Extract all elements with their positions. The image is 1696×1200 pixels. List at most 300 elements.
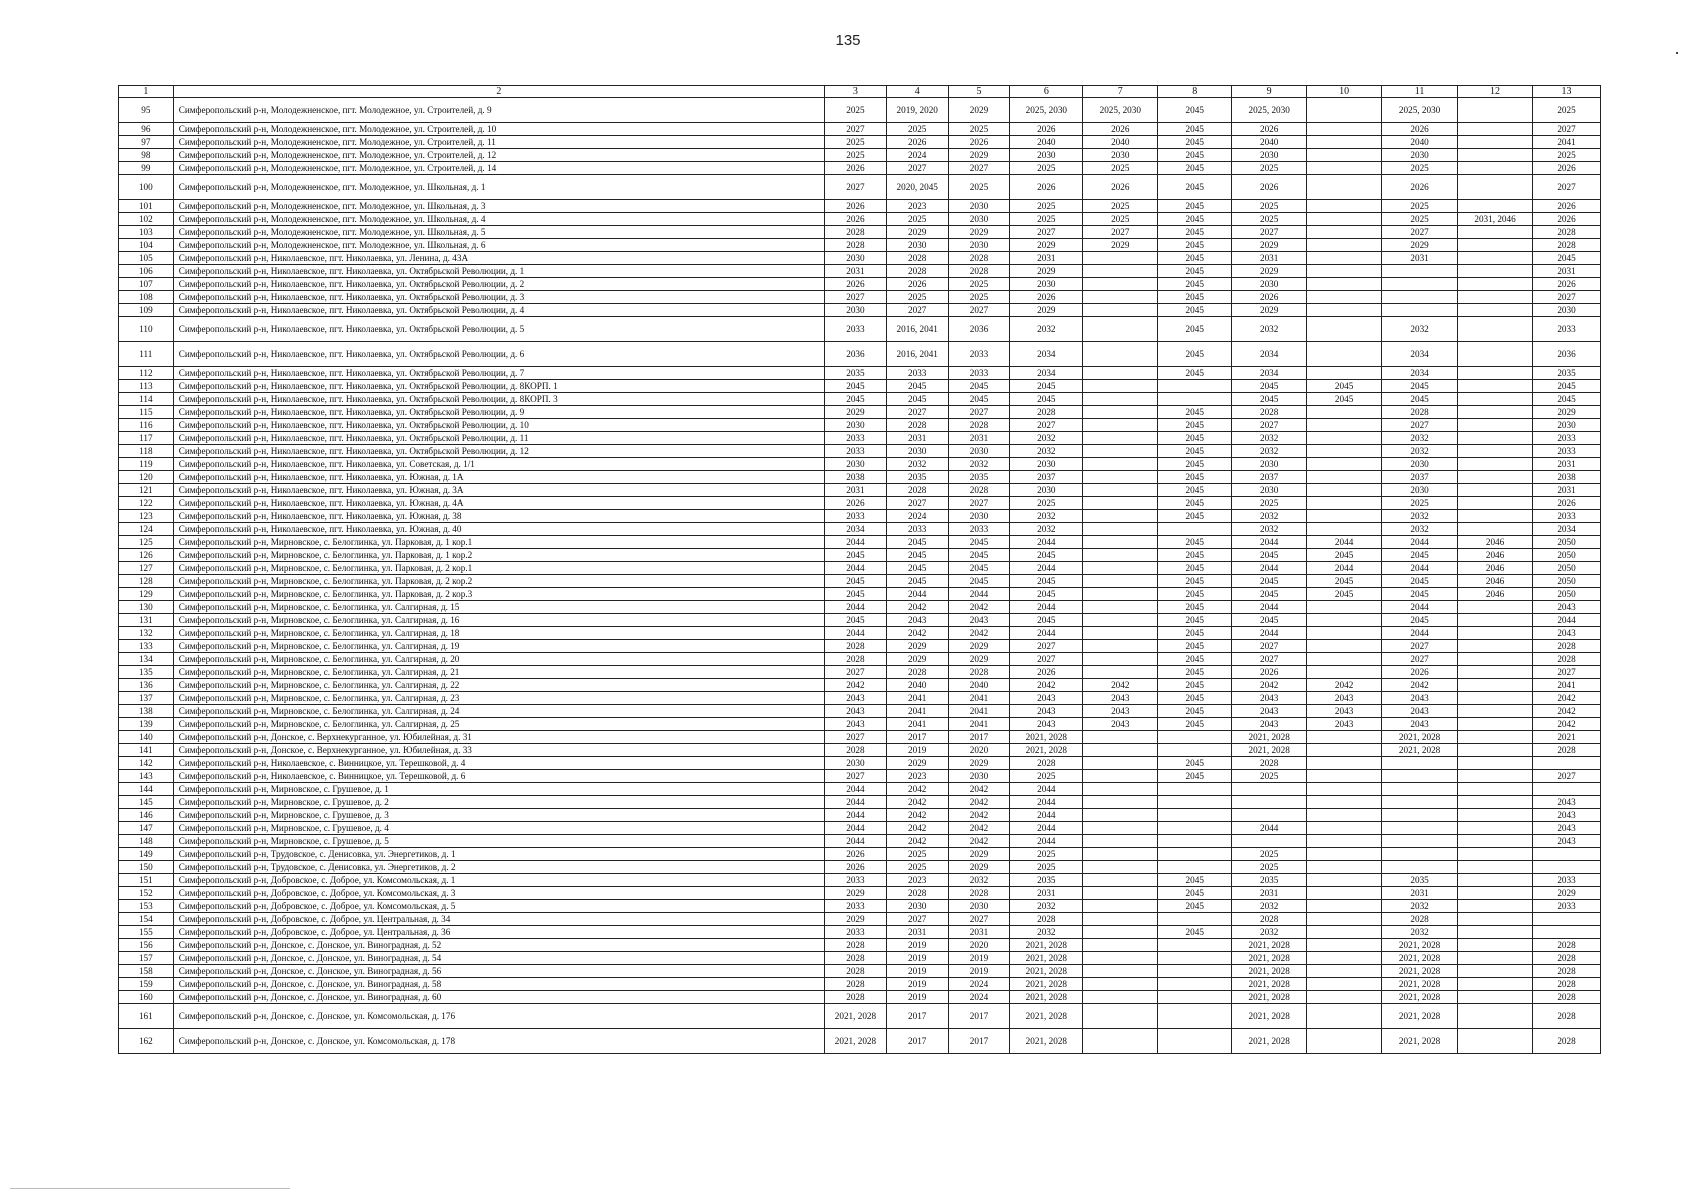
row-number: 97	[119, 136, 174, 149]
column-header: 3	[825, 86, 887, 98]
year-cell: 2026	[1232, 175, 1307, 200]
year-cell: 2026	[825, 162, 887, 175]
year-cell	[1232, 809, 1307, 822]
year-cell	[1083, 848, 1158, 861]
year-cell: 2041	[1533, 679, 1601, 692]
year-cell: 2021, 2028	[1010, 965, 1083, 978]
year-cell: 2042	[1083, 679, 1158, 692]
row-number: 146	[119, 809, 174, 822]
year-cell: 2029	[825, 887, 887, 900]
year-cell: 2021, 2028	[1010, 1029, 1083, 1054]
year-cell: 2028	[1533, 744, 1601, 757]
year-cell: 2029	[1533, 406, 1601, 419]
year-cell: 2050	[1533, 575, 1601, 588]
table-row	[119, 757, 1601, 770]
year-cell	[1307, 200, 1382, 213]
year-cell: 2043	[1232, 705, 1307, 718]
table-row	[119, 200, 1601, 213]
table-row	[119, 149, 1601, 162]
year-cell: 2031	[948, 926, 1010, 939]
year-cell: 2025	[886, 848, 948, 861]
year-cell: 2043	[1232, 718, 1307, 731]
year-cell: 2028	[1232, 913, 1307, 926]
year-cell	[1083, 291, 1158, 304]
year-cell	[1458, 419, 1533, 432]
year-cell: 2045	[1158, 653, 1232, 666]
row-number: 110	[119, 317, 174, 342]
year-cell: 2045	[1158, 510, 1232, 523]
year-cell: 2025	[1232, 861, 1307, 874]
address-cell: Симферопольский р-н, Молодежненское, пгт. Молодежное, ул. Школьная, д. 6	[173, 239, 824, 252]
year-cell: 2043	[1533, 601, 1601, 614]
year-cell: 2031	[825, 265, 887, 278]
year-cell: 2043	[1083, 692, 1158, 705]
year-cell: 2046	[1458, 536, 1533, 549]
row-number: 125	[119, 536, 174, 549]
year-cell	[1307, 445, 1382, 458]
year-cell: 2032	[1232, 432, 1307, 445]
table-row	[119, 939, 1601, 952]
row-number: 115	[119, 406, 174, 419]
year-cell: 2032	[1232, 510, 1307, 523]
year-cell: 2027	[948, 162, 1010, 175]
year-cell	[1458, 614, 1533, 627]
year-cell: 2033	[1533, 874, 1601, 887]
year-cell: 2033	[948, 523, 1010, 536]
year-cell: 2027	[886, 497, 948, 510]
year-cell: 2045	[1232, 393, 1307, 406]
year-cell: 2045	[1158, 226, 1232, 239]
table-row	[119, 666, 1601, 679]
year-cell: 2032	[1010, 510, 1083, 523]
year-cell: 2021, 2028	[1382, 731, 1458, 744]
year-cell: 2043	[1083, 718, 1158, 731]
table-row	[119, 952, 1601, 965]
year-cell: 2030	[825, 458, 887, 471]
year-cell: 2044	[1010, 796, 1083, 809]
year-cell: 2045	[1010, 380, 1083, 393]
year-cell: 2028	[825, 653, 887, 666]
year-cell: 2045	[1158, 679, 1232, 692]
year-cell	[1158, 939, 1232, 952]
table-row	[119, 406, 1601, 419]
table-row	[119, 861, 1601, 874]
year-cell: 2045	[1158, 419, 1232, 432]
address-cell: Симферопольский р-н, Мирновское, с. Грушевое, д. 3	[173, 809, 824, 822]
address-cell: Симферопольский р-н, Молодежненское, пгт. Молодежное, ул. Школьная, д. 3	[173, 200, 824, 213]
table-row	[119, 213, 1601, 226]
column-header: 12	[1458, 86, 1533, 98]
year-cell	[1083, 562, 1158, 575]
year-cell	[1307, 304, 1382, 317]
row-number: 140	[119, 731, 174, 744]
year-cell: 2033	[886, 523, 948, 536]
year-cell: 2042	[886, 809, 948, 822]
year-cell	[1158, 965, 1232, 978]
year-cell	[1458, 523, 1533, 536]
row-number: 116	[119, 419, 174, 432]
row-number: 123	[119, 510, 174, 523]
table-row	[119, 523, 1601, 536]
year-cell: 2042	[948, 822, 1010, 835]
year-cell: 2031	[886, 432, 948, 445]
year-cell	[1083, 627, 1158, 640]
year-cell: 2033	[1533, 900, 1601, 913]
year-cell: 2043	[1382, 692, 1458, 705]
year-cell: 2025	[886, 291, 948, 304]
year-cell: 2025	[886, 861, 948, 874]
year-cell	[1458, 835, 1533, 848]
year-cell: 2030	[948, 213, 1010, 226]
address-cell: Симферопольский р-н, Николаевское, пгт. Николаевка, ул. Октябрьской Революции, д. 4	[173, 304, 824, 317]
year-cell: 2043	[1533, 627, 1601, 640]
year-cell: 2045	[1382, 549, 1458, 562]
year-cell	[1307, 149, 1382, 162]
column-header: 11	[1382, 86, 1458, 98]
year-cell: 2026	[1533, 162, 1601, 175]
year-cell	[1083, 510, 1158, 523]
year-cell: 2023	[886, 200, 948, 213]
year-cell: 2027	[1010, 640, 1083, 653]
year-cell: 2026	[825, 861, 887, 874]
year-cell: 2021, 2028	[825, 1029, 887, 1054]
year-cell: 2029	[886, 653, 948, 666]
year-cell: 2042	[948, 783, 1010, 796]
year-cell: 2044	[1232, 562, 1307, 575]
year-cell: 2045	[1158, 317, 1232, 342]
year-cell: 2045	[1307, 393, 1382, 406]
year-cell: 2016, 2041	[886, 342, 948, 367]
year-cell: 2026	[1533, 278, 1601, 291]
table-row	[119, 822, 1601, 835]
year-cell	[1533, 757, 1601, 770]
address-cell: Симферопольский р-н, Донское, с. Донское, ул. Виноградная, д. 60	[173, 991, 824, 1004]
row-number: 129	[119, 588, 174, 601]
year-cell: 2030	[948, 510, 1010, 523]
year-cell: 2031	[1533, 484, 1601, 497]
year-cell: 2036	[948, 317, 1010, 342]
year-cell: 2045	[1158, 406, 1232, 419]
table-row	[119, 304, 1601, 317]
address-cell: Симферопольский р-н, Трудовское, с. Денисовка, ул. Энергетиков, д. 2	[173, 861, 824, 874]
year-cell	[1307, 317, 1382, 342]
year-cell	[1307, 291, 1382, 304]
address-cell: Симферопольский р-н, Николаевское, пгт. Николаевка, ул. Октябрьской Революции, д. 8КОРП. 1	[173, 380, 824, 393]
year-cell	[1158, 731, 1232, 744]
address-cell: Симферопольский р-н, Николаевское, пгт. Николаевка, ул. Южная, д. 4А	[173, 497, 824, 510]
year-cell: 2045	[1158, 342, 1232, 367]
year-cell: 2044	[825, 822, 887, 835]
year-cell: 2025	[1533, 98, 1601, 123]
row-number: 106	[119, 265, 174, 278]
year-cell: 2042	[886, 627, 948, 640]
year-cell	[1083, 666, 1158, 679]
year-cell: 2042	[1533, 692, 1601, 705]
year-cell: 2040	[1382, 136, 1458, 149]
year-cell: 2045	[1158, 304, 1232, 317]
address-cell: Симферопольский р-н, Николаевское, пгт. Николаевка, ул. Советская, д. 1/1	[173, 458, 824, 471]
year-cell: 2043	[825, 692, 887, 705]
table-row	[119, 640, 1601, 653]
year-cell	[1458, 367, 1533, 380]
address-cell: Симферопольский р-н, Донское, с. Донское, ул. Виноградная, д. 54	[173, 952, 824, 965]
table-row	[119, 419, 1601, 432]
year-cell: 2045	[825, 588, 887, 601]
year-cell: 2032	[1232, 926, 1307, 939]
year-cell	[1458, 913, 1533, 926]
year-cell: 2044	[1232, 601, 1307, 614]
row-number: 144	[119, 783, 174, 796]
year-cell: 2023	[886, 770, 948, 783]
year-cell	[1533, 913, 1601, 926]
year-cell: 2028	[825, 744, 887, 757]
year-cell: 2030	[1010, 149, 1083, 162]
year-cell: 2031, 2046	[1458, 213, 1533, 226]
year-cell: 2043	[1533, 796, 1601, 809]
year-cell: 2030	[948, 239, 1010, 252]
year-cell: 2044	[825, 627, 887, 640]
table-row	[119, 744, 1601, 757]
year-cell	[1458, 809, 1533, 822]
year-cell: 2044	[1307, 536, 1382, 549]
year-cell: 2045	[948, 536, 1010, 549]
year-cell	[1158, 991, 1232, 1004]
year-cell: 2044	[886, 588, 948, 601]
year-cell	[1083, 965, 1158, 978]
year-cell: 2040	[886, 679, 948, 692]
column-header: 5	[948, 86, 1010, 98]
table-row	[119, 796, 1601, 809]
year-cell: 2025	[1533, 149, 1601, 162]
year-cell: 2027	[1382, 640, 1458, 653]
year-cell: 2033	[1533, 510, 1601, 523]
year-cell	[1458, 952, 1533, 965]
year-cell	[1307, 744, 1382, 757]
year-cell: 2026	[825, 213, 887, 226]
year-cell: 2030	[886, 900, 948, 913]
row-number: 118	[119, 445, 174, 458]
year-cell	[1307, 796, 1382, 809]
year-cell: 2043	[1382, 705, 1458, 718]
year-cell	[1307, 757, 1382, 770]
address-cell: Симферопольский р-н, Мирновское, с. Грушевое, д. 2	[173, 796, 824, 809]
year-cell: 2045	[1158, 666, 1232, 679]
year-cell: 2041	[1533, 136, 1601, 149]
year-cell	[1307, 900, 1382, 913]
year-cell	[1458, 718, 1533, 731]
table-row	[119, 718, 1601, 731]
year-cell	[1382, 861, 1458, 874]
row-number: 133	[119, 640, 174, 653]
year-cell: 2045	[1158, 900, 1232, 913]
address-cell: Симферопольский р-н, Мирновское, с. Белоглинка, ул. Салгирная, д. 21	[173, 666, 824, 679]
year-cell: 2030	[948, 770, 1010, 783]
year-cell	[1458, 200, 1533, 213]
table-row	[119, 653, 1601, 666]
year-cell	[1083, 1004, 1158, 1029]
year-cell: 2050	[1533, 562, 1601, 575]
year-cell: 2017	[948, 731, 1010, 744]
year-cell: 2045	[1158, 614, 1232, 627]
address-cell: Симферопольский р-н, Николаевское, пгт. Николаевка, ул. Октябрьской Революции, д. 1	[173, 265, 824, 278]
year-cell: 2032	[1232, 317, 1307, 342]
year-cell: 2025	[1010, 162, 1083, 175]
column-header: 7	[1083, 86, 1158, 98]
year-cell	[1307, 939, 1382, 952]
year-cell: 2016, 2041	[886, 317, 948, 342]
year-cell	[1533, 848, 1601, 861]
year-cell: 2029	[948, 653, 1010, 666]
address-cell: Симферопольский р-н, Трудовское, с. Денисовка, ул. Энергетиков, д. 1	[173, 848, 824, 861]
year-cell: 2043	[948, 614, 1010, 627]
address-cell: Симферопольский р-н, Мирновское, с. Белоглинка, ул. Салгирная, д. 16	[173, 614, 824, 627]
address-cell: Симферопольский р-н, Молодежненское, пгт. Молодежное, ул. Строителей, д. 12	[173, 149, 824, 162]
year-cell: 2025	[948, 123, 1010, 136]
year-cell: 2028	[825, 640, 887, 653]
row-number: 131	[119, 614, 174, 627]
year-cell	[1307, 510, 1382, 523]
year-cell: 2045	[1232, 549, 1307, 562]
table-row	[119, 1004, 1601, 1029]
year-cell: 2026	[825, 497, 887, 510]
year-cell: 2025	[1010, 848, 1083, 861]
year-cell: 2021, 2028	[1382, 1004, 1458, 1029]
row-number: 122	[119, 497, 174, 510]
year-cell: 2027	[1533, 123, 1601, 136]
year-cell: 2046	[1458, 588, 1533, 601]
year-cell: 2027	[825, 666, 887, 679]
year-cell: 2029	[886, 226, 948, 239]
table-row	[119, 692, 1601, 705]
year-cell: 2035	[1232, 874, 1307, 887]
year-cell: 2028	[825, 965, 887, 978]
address-cell: Симферопольский р-н, Мирновское, с. Белоглинка, ул. Салгирная, д. 24	[173, 705, 824, 718]
year-cell: 2029	[1533, 887, 1601, 900]
year-cell: 2028	[825, 952, 887, 965]
address-cell: Симферопольский р-н, Молодежненское, пгт. Молодежное, ул. Строителей, д. 9	[173, 98, 824, 123]
year-cell: 2025	[1083, 213, 1158, 226]
year-cell: 2027	[1232, 226, 1307, 239]
year-cell: 2028	[1232, 406, 1307, 419]
year-cell: 2026	[886, 136, 948, 149]
year-cell: 2029	[1010, 304, 1083, 317]
year-cell	[1307, 162, 1382, 175]
year-cell: 2045	[886, 549, 948, 562]
year-cell: 2026	[1083, 123, 1158, 136]
year-cell: 2033	[1533, 432, 1601, 445]
year-cell	[1307, 991, 1382, 1004]
year-cell: 2033	[825, 317, 887, 342]
year-cell: 2025	[825, 98, 887, 123]
year-cell	[1458, 291, 1533, 304]
year-cell	[1458, 874, 1533, 887]
year-cell: 2045	[1307, 549, 1382, 562]
year-cell: 2045	[1158, 458, 1232, 471]
year-cell	[1458, 471, 1533, 484]
year-cell: 2041	[886, 692, 948, 705]
address-cell: Симферопольский р-н, Донское, с. Донское, ул. Виноградная, д. 56	[173, 965, 824, 978]
table-row	[119, 471, 1601, 484]
year-cell: 2021, 2028	[1382, 939, 1458, 952]
year-cell	[1083, 991, 1158, 1004]
year-cell: 2025	[1382, 162, 1458, 175]
year-cell	[1458, 342, 1533, 367]
year-cell	[1307, 239, 1382, 252]
address-cell: Симферопольский р-н, Николаевское, пгт. Николаевка, ул. Октябрьской Революции, д. 6	[173, 342, 824, 367]
year-cell: 2030	[825, 252, 887, 265]
year-cell	[1083, 939, 1158, 952]
year-cell: 2021, 2028	[1232, 965, 1307, 978]
year-cell: 2027	[1533, 666, 1601, 679]
year-cell: 2042	[1382, 679, 1458, 692]
year-cell	[1307, 653, 1382, 666]
year-cell: 2032	[1010, 432, 1083, 445]
year-cell: 2042	[1533, 705, 1601, 718]
year-cell: 2045	[1382, 614, 1458, 627]
year-cell: 2033	[886, 367, 948, 380]
year-cell: 2045	[1158, 278, 1232, 291]
year-cell: 2026	[1533, 200, 1601, 213]
year-cell: 2025	[1010, 861, 1083, 874]
year-cell	[1458, 939, 1533, 952]
year-cell	[1458, 848, 1533, 861]
year-cell	[1307, 952, 1382, 965]
year-cell: 2021, 2028	[1382, 1029, 1458, 1054]
year-cell	[1083, 497, 1158, 510]
year-cell	[1458, 926, 1533, 939]
year-cell: 2045	[1158, 291, 1232, 304]
row-number: 102	[119, 213, 174, 226]
year-cell: 2045	[1010, 614, 1083, 627]
year-cell: 2045	[1533, 252, 1601, 265]
year-cell: 2032	[1382, 317, 1458, 342]
row-number: 108	[119, 291, 174, 304]
year-cell: 2027	[886, 913, 948, 926]
year-cell: 2045	[1158, 252, 1232, 265]
table-row	[119, 278, 1601, 291]
year-cell: 2030	[1382, 484, 1458, 497]
year-cell: 2029	[1010, 265, 1083, 278]
year-cell: 2044	[1533, 614, 1601, 627]
year-cell: 2027	[948, 304, 1010, 317]
year-cell: 2045	[1158, 471, 1232, 484]
year-cell: 2045	[1533, 393, 1601, 406]
year-cell: 2045	[1158, 588, 1232, 601]
year-cell: 2025	[1382, 200, 1458, 213]
year-cell	[1307, 175, 1382, 200]
year-cell	[1083, 523, 1158, 536]
row-number: 157	[119, 952, 174, 965]
table-row	[119, 432, 1601, 445]
year-cell: 2044	[825, 835, 887, 848]
year-cell: 2042	[948, 809, 1010, 822]
year-cell: 2021	[1533, 731, 1601, 744]
year-cell	[1232, 835, 1307, 848]
year-cell: 2028	[948, 484, 1010, 497]
address-cell: Симферопольский р-н, Николаевское, с. Винницкое, ул. Терешковой, д. 6	[173, 770, 824, 783]
year-cell: 2043	[825, 705, 887, 718]
year-cell: 2042	[886, 601, 948, 614]
year-cell: 2044	[1010, 601, 1083, 614]
year-cell	[1307, 731, 1382, 744]
year-cell: 2044	[1232, 627, 1307, 640]
table-row	[119, 497, 1601, 510]
year-cell: 2042	[948, 627, 1010, 640]
row-number: 152	[119, 887, 174, 900]
year-cell: 2043	[1232, 692, 1307, 705]
year-cell	[1083, 861, 1158, 874]
year-cell: 2024	[886, 149, 948, 162]
